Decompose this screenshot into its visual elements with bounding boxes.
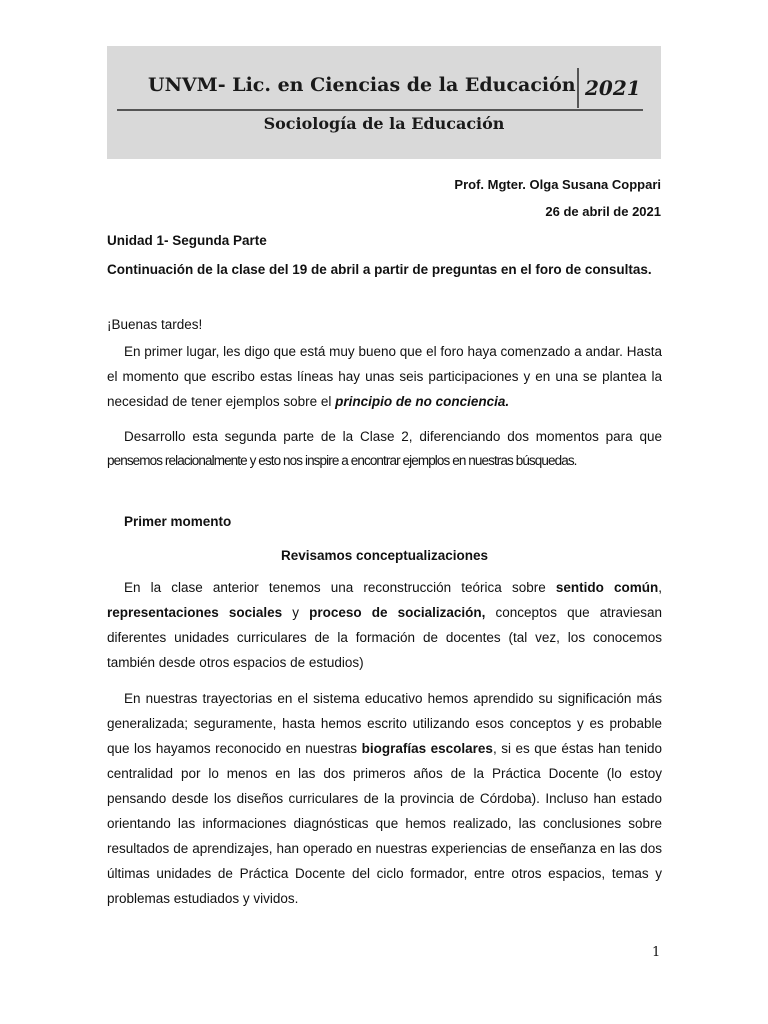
paragraph-4-text-a: En nuestras trayectorias en el sistema educativo hemos aprendido su significación más generalizada; seguramente, hasta hemos escrito utilizando esos conceptos y es probable que los hayamos reconocido en nuestras [107, 691, 662, 756]
paragraph-2-line-1: Desarrollo esta segunda parte de la Clase 2, diferenciando dos momentos para que [124, 429, 662, 444]
course-subtitle: Sociología de la Educación [263, 114, 505, 133]
unit-subtitle: Continuación de la clase del 19 de abril a partir de preguntas en el foro de consultas. [107, 262, 652, 277]
paragraph-3-text-a: En la clase anterior tenemos una reconstrucción teórica sobre [124, 580, 556, 595]
paragraph-4-text-c: , si es que éstas han tenido centralidad por lo menos en las dos primeros años de la Práctica Docente (lo estoy pensando desde los diseños curriculares de la provincia de Córdoba). Incluso han estado orientando las informaciones diagnósticas que hemos realizado, las conclusiones sobre resultados de aprendizajes, han operado en nuestras experiencias de enseñanza en las dos últimas unidades de Práctica Docente del ciclo formador, entre otros espacios, temas y problemas estudiados y vividos. [107, 741, 662, 906]
paragraph-3-term-representaciones: representaciones sociales [107, 605, 283, 620]
document-year: 2021 [585, 76, 641, 100]
greeting: ¡Buenas tardes! [107, 317, 203, 332]
professor-name: Prof. Mgter. Olga Susana Coppari [454, 177, 661, 192]
paragraph-3-term-socializacion: proceso de socialización, [309, 605, 486, 620]
section-heading: Revisamos conceptualizaciones [280, 548, 489, 563]
paragraph-3-text-c: , [658, 580, 662, 595]
section-title-primer-momento: Primer momento [124, 514, 232, 529]
paragraph-4-term-biografias: biografías escolares [361, 741, 493, 756]
page-number: 1 [652, 945, 661, 960]
paragraph-1-emphasis: principio de no conciencia. [335, 394, 510, 409]
unit-title: Unidad 1- Segunda Parte [107, 233, 267, 248]
header-divider-vertical [577, 68, 579, 108]
paragraph-3-term-sentido-comun: sentido común [555, 580, 659, 595]
document-title: UNVM- Lic. en Ciencias de la Educación [148, 74, 576, 96]
paragraph-3 [107, 575, 662, 675]
paragraph-3-text-e: y [282, 605, 310, 620]
document-date: 26 de abril de 2021 [545, 204, 661, 219]
paragraph-2-line-2: pensemos relacionalmente y esto nos inspire a encontrar ejemplos en nuestras búsquedas. [107, 453, 577, 468]
header-divider-horizontal [117, 109, 643, 111]
paragraph-3-text-g: conceptos que atraviesan diferentes unidades curriculares de la formación de docentes (tal vez, los conocemos también desde otros espacios de estudios) [107, 605, 662, 670]
paragraph-1-text: En primer lugar, les digo que está muy bueno que el foro haya comenzado a andar. Hasta el momento que escribo estas líneas hay unas seis participaciones y en una se plantea la necesidad de tener ejemplos sobre el [107, 344, 662, 409]
paragraph-4 [107, 686, 662, 911]
paragraph-1 [107, 339, 662, 414]
